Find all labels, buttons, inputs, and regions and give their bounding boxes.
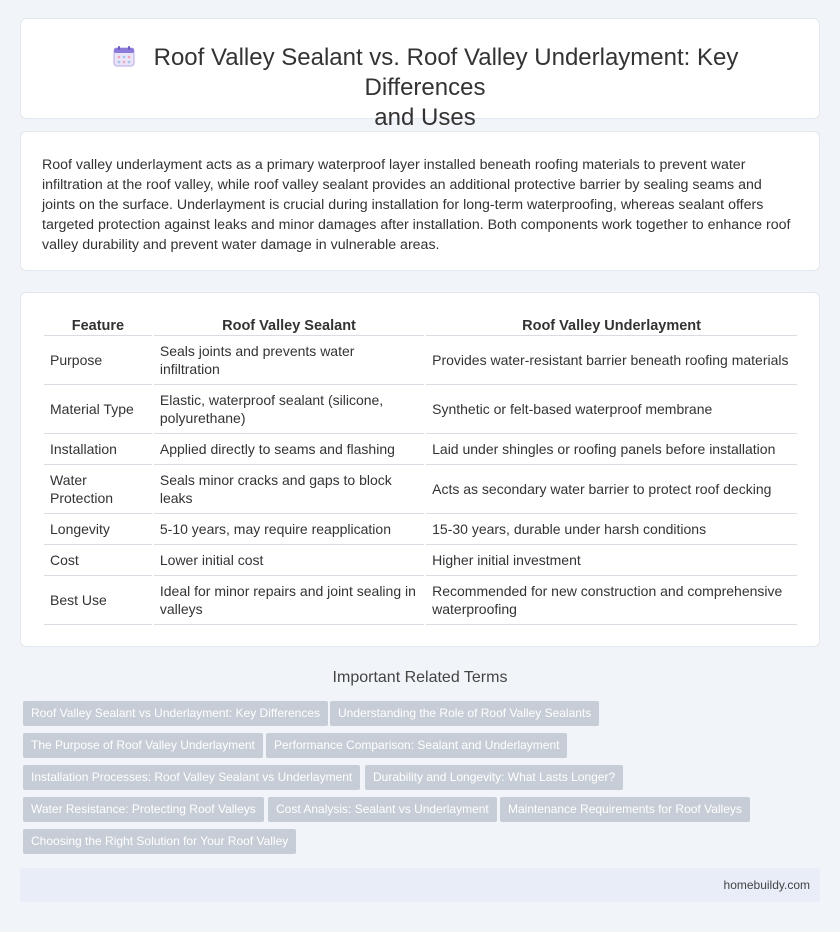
table-cell: Installation xyxy=(44,434,152,465)
title-line-2: and Uses xyxy=(374,104,476,131)
table-cell: Synthetic or felt-based waterproof membrane xyxy=(426,385,797,434)
calendar-icon xyxy=(112,44,136,68)
table-header-row xyxy=(44,314,797,336)
table-cell: Laid under shingles or roofing panels before installation xyxy=(426,434,797,465)
related-term-tag[interactable]: Maintenance Requirements for Roof Valleys xyxy=(500,797,750,822)
related-term-tag[interactable]: Roof Valley Sealant vs Underlayment: Key Differences xyxy=(23,701,328,726)
table-cell: Purpose xyxy=(44,336,152,385)
table-cell: Recommended for new construction and comprehensive waterproofing xyxy=(426,576,797,625)
table-cell: Ideal for minor repairs and joint sealing in valleys xyxy=(154,576,424,625)
table-cell: Water Protection xyxy=(44,465,152,514)
column-header: Roof Valley Sealant xyxy=(154,314,424,336)
table-row xyxy=(44,465,797,514)
related-term-tag[interactable]: Cost Analysis: Sealant vs Underlayment xyxy=(268,797,497,822)
table-cell: Acts as secondary water barrier to protect roof decking xyxy=(426,465,797,514)
site-name[interactable]: homebuildy.com xyxy=(723,878,810,892)
title-line-1: Roof Valley Sealant vs. Roof Valley Underlayment: Key Differences xyxy=(153,44,739,101)
table-cell: Seals joints and prevents water infiltration xyxy=(154,336,424,385)
related-term-tag[interactable]: Choosing the Right Solution for Your Roof Valley xyxy=(23,829,296,854)
intro-paragraph: Roof valley underlayment acts as a primary waterproof layer installed beneath roofing materials to prevent water infiltration at the roof valley, while roof valley sealant provides an additional protective barrier by sealing seams and joints on the surface. Underlayment is crucial during installation for long-term waterproofing, whereas sealant offers targeted protection against leaks and minor damages after installation. Both components work together to enhance roof valley durability and prevent water damage in vulnerable areas. xyxy=(42,157,791,253)
related-term-tag[interactable]: Durability and Longevity: What Lasts Longer? xyxy=(365,765,623,790)
table-cell: Lower initial cost xyxy=(154,545,424,576)
table-cell: Material Type xyxy=(44,385,152,434)
comparison-table xyxy=(42,314,799,625)
related-term-tag[interactable]: Performance Comparison: Sealant and Underlayment xyxy=(266,733,567,758)
table-cell: 5-10 years, may require reapplication xyxy=(154,514,424,545)
table-cell: Provides water-resistant barrier beneath roofing materials xyxy=(426,336,797,385)
page-title xyxy=(51,43,799,133)
table-row xyxy=(44,385,797,434)
related-term-tag[interactable]: Installation Processes: Roof Valley Sealant vs Underlayment xyxy=(23,765,360,790)
table-row xyxy=(44,576,797,625)
table-cell: Seals minor cracks and gaps to block leaks xyxy=(154,465,424,514)
footer xyxy=(20,868,820,902)
table-cell: Applied directly to seams and flashing xyxy=(154,434,424,465)
header-card xyxy=(20,18,820,131)
column-header: Feature xyxy=(44,314,152,336)
table-cell: Elastic, waterproof sealant (silicone, polyurethane) xyxy=(154,385,424,434)
table-row xyxy=(44,434,797,465)
related-term-tag[interactable]: Water Resistance: Protecting Roof Valleys xyxy=(23,797,264,822)
table-cell: Higher initial investment xyxy=(426,545,797,576)
table-cell: Cost xyxy=(44,545,152,576)
comparison-card xyxy=(20,292,820,647)
table-cell: Best Use xyxy=(44,576,152,625)
table-row xyxy=(44,336,797,385)
related-terms-title: Important Related Terms xyxy=(332,669,508,686)
table-row xyxy=(44,545,797,576)
related-term-tag[interactable]: The Purpose of Roof Valley Underlayment xyxy=(23,733,263,758)
table-cell: 15-30 years, durable under harsh conditions xyxy=(426,514,797,545)
intro-card xyxy=(20,131,820,271)
table-cell: Longevity xyxy=(44,514,152,545)
related-term-tag[interactable]: Understanding the Role of Roof Valley Sealants xyxy=(330,701,599,726)
table-row xyxy=(44,514,797,545)
column-header: Roof Valley Underlayment xyxy=(426,314,797,336)
